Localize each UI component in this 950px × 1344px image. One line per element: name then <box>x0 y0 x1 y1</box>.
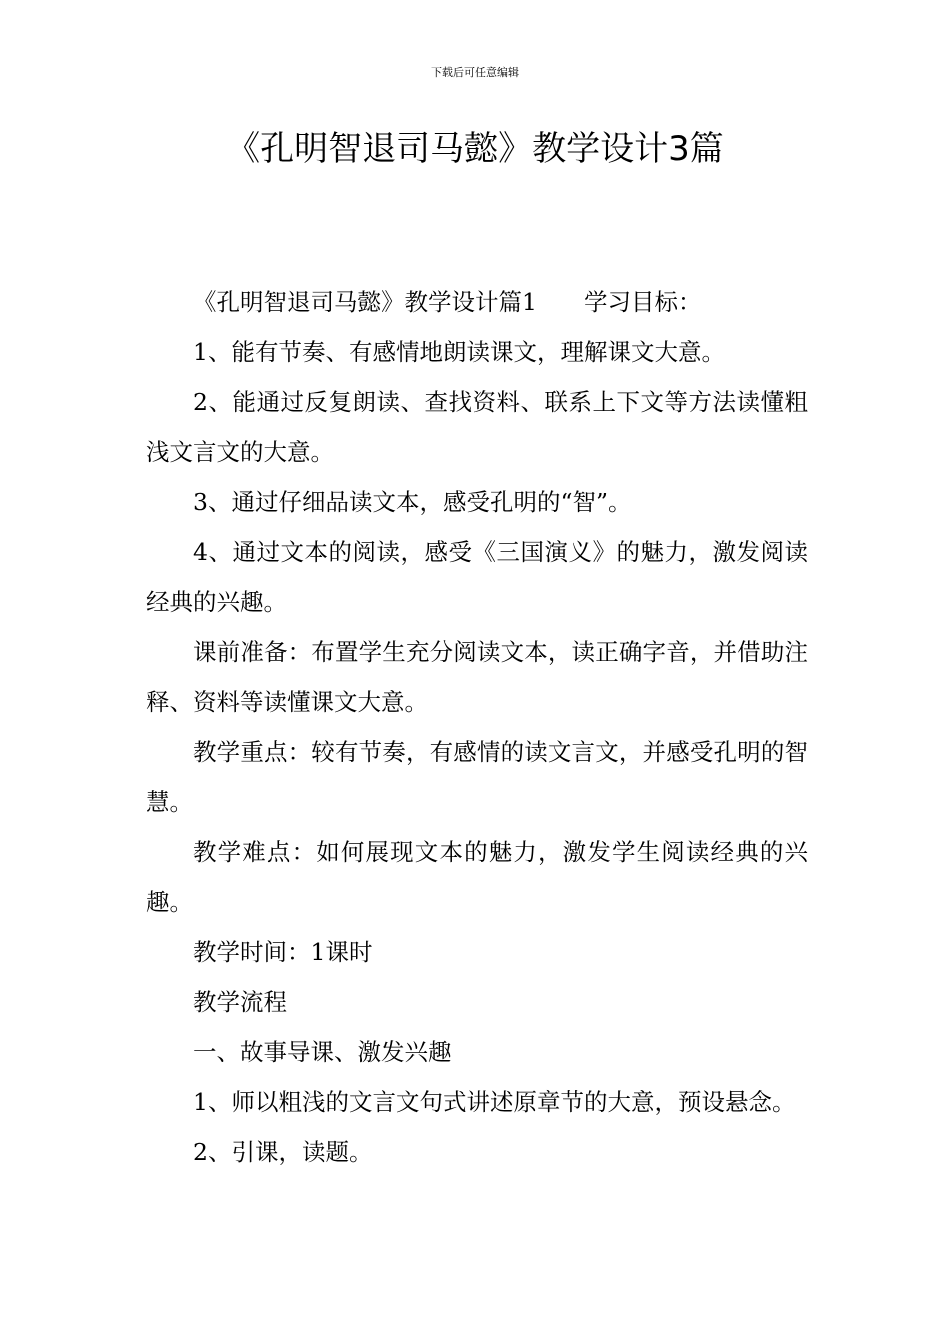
paragraph-key-points: 教学重点：较有节奏，有感情的读文言文，并感受孔明的智慧。 <box>146 738 808 816</box>
paragraph-goal-1: 1、能有节奏、有感情地朗读课文，理解课文大意。 <box>193 338 725 366</box>
paragraph-difficulties: 教学难点：如何展现文本的魅力，激发学生阅读经典的兴趣。 <box>146 838 808 916</box>
paragraph-section-heading: 《孔明智退司马懿》教学设计篇1 学习目标： <box>193 288 702 316</box>
document-title: 《孔明智退司马懿》教学设计3篇 <box>226 129 724 169</box>
document-body <box>146 277 808 1177</box>
paragraph-goal-3: 3、通过仔细品读文本，感受孔明的“智”。 <box>193 488 632 516</box>
paragraph-step-one: 一、故事导课、激发兴趣 <box>193 1038 452 1066</box>
paragraph-goal-2: 2、能通过反复朗读、查找资料、联系上下文等方法读懂粗浅文言文的大意。 <box>146 388 808 466</box>
paragraph-teaching-process: 教学流程 <box>193 988 287 1016</box>
paragraph-step-one-item-2: 2、引课，读题。 <box>193 1138 373 1166</box>
paragraph-goal-4: 4、通过文本的阅读，感受《三国演义》的魅力，激发阅读经典的兴趣。 <box>146 538 808 616</box>
paragraph-step-one-item-1: 1、师以粗浅的文言文句式讲述原章节的大意，预设悬念。 <box>193 1088 796 1116</box>
header-note: 下载后可任意编辑 <box>431 66 519 79</box>
paragraph-teaching-time: 教学时间：1课时 <box>193 938 373 966</box>
paragraph-preparation: 课前准备：布置学生充分阅读文本，读正确字音，并借助注释、资料等读懂课文大意。 <box>146 638 808 716</box>
